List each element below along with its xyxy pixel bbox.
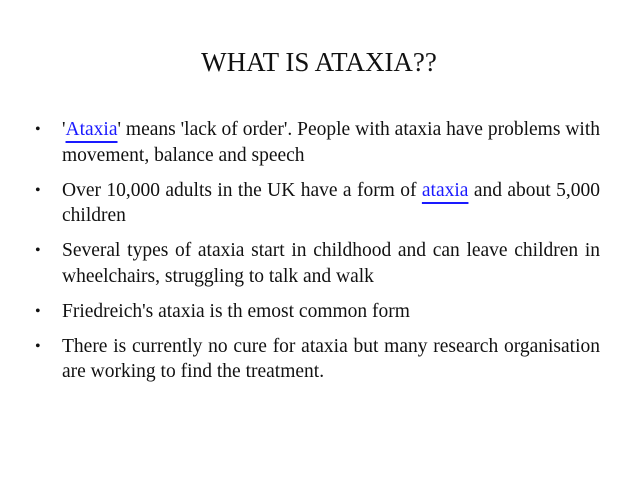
bullet-item bbox=[35, 299, 600, 325]
bullet-icon: • bbox=[35, 181, 41, 199]
bullet-icon: • bbox=[35, 121, 41, 138]
bullet-text: Friedreich's ataxia is th emost common form bbox=[62, 300, 410, 322]
bullet-text: Over 10,000 adults in the UK have a form of bbox=[62, 179, 422, 201]
bullet-text: Several types of ataxia start in childhood and can leave children in wheelchairs, struggling to talk and walk bbox=[62, 240, 600, 287]
slide-title: WHAT IS ATAXIA?? bbox=[201, 47, 437, 77]
bullet-item bbox=[35, 238, 600, 289]
bullet-item bbox=[35, 117, 600, 168]
bullet-icon: • bbox=[35, 302, 41, 320]
bullet-list bbox=[35, 117, 600, 394]
bullet-text: There is currently no cure for ataxia but many research organisation are working to find the treatment. bbox=[62, 335, 600, 382]
bullet-text: and about 5,000 children bbox=[62, 179, 600, 226]
bullet-text: ' bbox=[62, 119, 66, 140]
ataxia-link[interactable]: Ataxia bbox=[65, 119, 118, 140]
bullet-icon: • bbox=[35, 242, 41, 259]
bullet-text: ' means 'lack of order'. People with ataxia have problems with movement, balance and speech bbox=[62, 119, 600, 166]
ataxia-link[interactable]: ataxia bbox=[421, 179, 469, 201]
bullet-item bbox=[35, 334, 600, 385]
bullet-item bbox=[35, 178, 600, 229]
bullet-icon: • bbox=[35, 337, 41, 355]
